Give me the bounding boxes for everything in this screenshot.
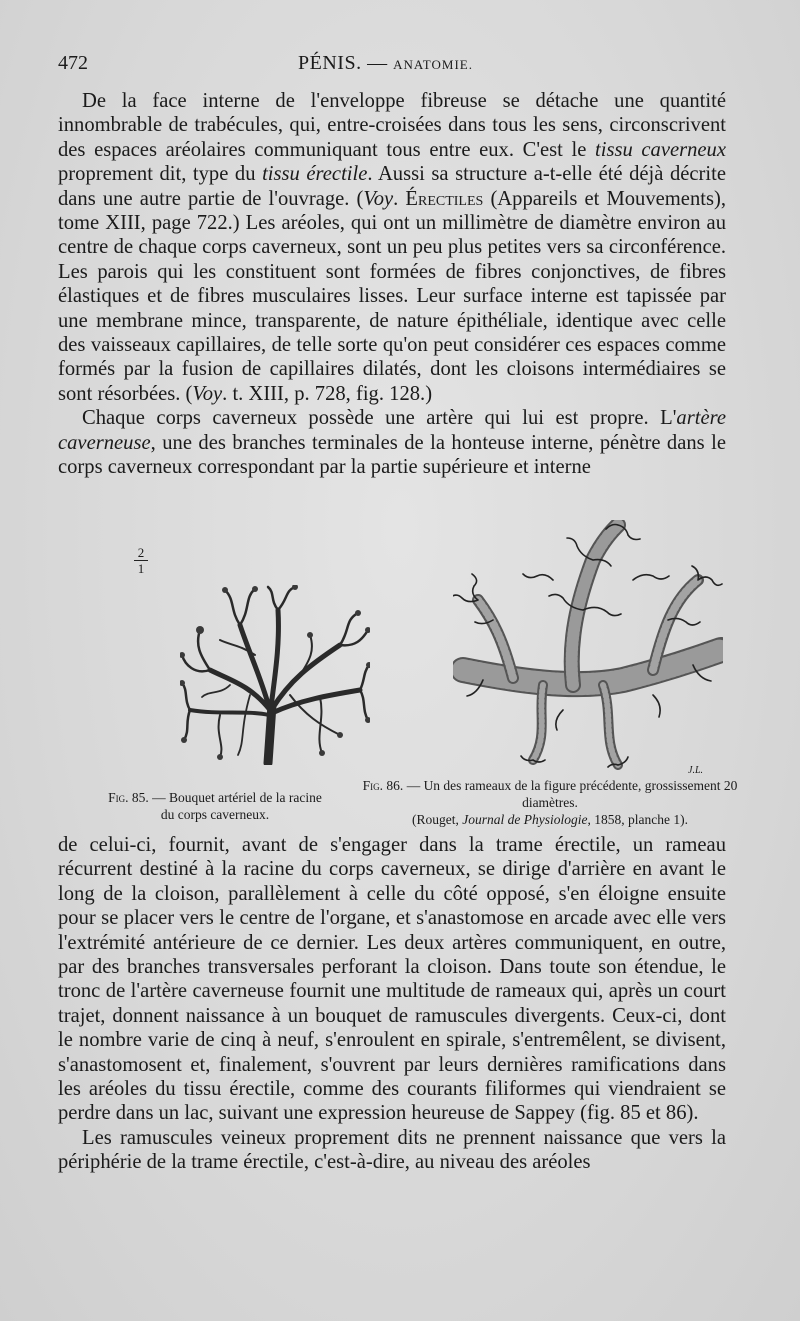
fig85-caption: Fig. 85. — Bouquet artériel de la racine du corps caverneux.	[108, 790, 322, 822]
running-title	[298, 52, 473, 75]
paragraph-rameau-recurrent: de celui-ci, fournit, avant de s'engager dans la trame érectile, un rameau récurrent destiné à la racine du corps caverneux, se dirige d'arrière en avant le long de la cloison, parallèlement à celle du côté opposé, s'en éloigne ensuite pour se placer vers le centre de l'organe, et s'anastomose en arcade avec elle vers l'extrémité antérieure de ce dernier. Les deux artères communiquent, en outre, par des branches transversales perforant la cloison. Dans toute son étendue, le tronc de l'artère caverneuse fournit une multitude de rameaux qui, après un court trajet, donnent naissance à un bouquet de ramuscules divergents. Ceux-ci, dont le nombre varie de cinq à neuf, s'enroulent en spirale, s'entremêlent, se divisent, s'anastomosent et, finalement, s'ouvrent par leurs dernières ramifications dans les aréoles du tissu érectile, comme des courants filiformes qui viendraient se perdre dans un lac, suivant une expression heureuse de Sappey (fig. 85 et 86).	[58, 834, 726, 1125]
fig86-magnified-branch-engraving	[453, 520, 723, 770]
running-title-main: PÉNIS. —	[298, 52, 388, 74]
figures-area	[58, 520, 728, 776]
text-block-top	[58, 89, 726, 480]
paragraph-artere-caverneuse: Chaque corps caverneux possède une artère qui lui est propre. L'artère caverneuse, une des branches terminales de la honteuse interne, pénètre dans le corps caverneux correspondant par la partie supérieure et interne	[58, 407, 726, 479]
paragraph-ramuscules-veineux: Les ramuscules veineux proprement dits ne prennent naissance que vers la périphérie de la trame érectile, c'est-à-dire, au niveau des aréoles	[58, 1126, 726, 1174]
running-header	[58, 52, 728, 82]
running-title-sub: ANATOMIE.	[393, 57, 473, 72]
engraver-signature: J.L.	[688, 765, 703, 776]
text-block-bottom	[58, 833, 726, 1175]
paragraph-tissu-caverneux: De la face interne de l'enveloppe fibreuse se détache une quantité innombrable de trabécules, qui, entre-croisées dans tous les sens, circonscrivent des espaces aréolaires communiquant tous entre eux. C'est le tissu caverneux proprement dit, type du tissu érectile. Aussi sa structure a-t-elle été déjà décrite dans une autre partie de l'ouvrage. (Voy. Érectiles (Appareils et Mouvements), tome XIII, page 722.) Les aréoles, qui ont un millimètre de diamètre environ au centre de chaque corps caverneux, sont un peu plus petites vers sa circonférence. Les parois qui les constituent sont formées de fibres conjonctives, de fibres élastiques et de fibres musculaires lisses. Leur surface interne est tapissée par une membrane mince, transparente, de nature épithéliale, identique avec celle des vaisseaux capillaires, de telle sorte qu'on peut considérer ces espaces comme formés par la fusion de capillaires dilatés, dont les cloisons intermédiaires se sont résorbées. (Voy. t. XIII, p. 728, fig. 128.)	[58, 90, 726, 405]
scale-marker: 2 1	[134, 546, 148, 575]
fig86-caption: Fig. 86. — Un des rameaux de la figure précédente, grossissement 20 diamètres. (Rouget, Journal de Physiologie, 1858, planche 1).	[362, 778, 738, 827]
page-number: 472	[58, 52, 88, 74]
fig85-arterial-bouquet-engraving	[180, 585, 370, 765]
